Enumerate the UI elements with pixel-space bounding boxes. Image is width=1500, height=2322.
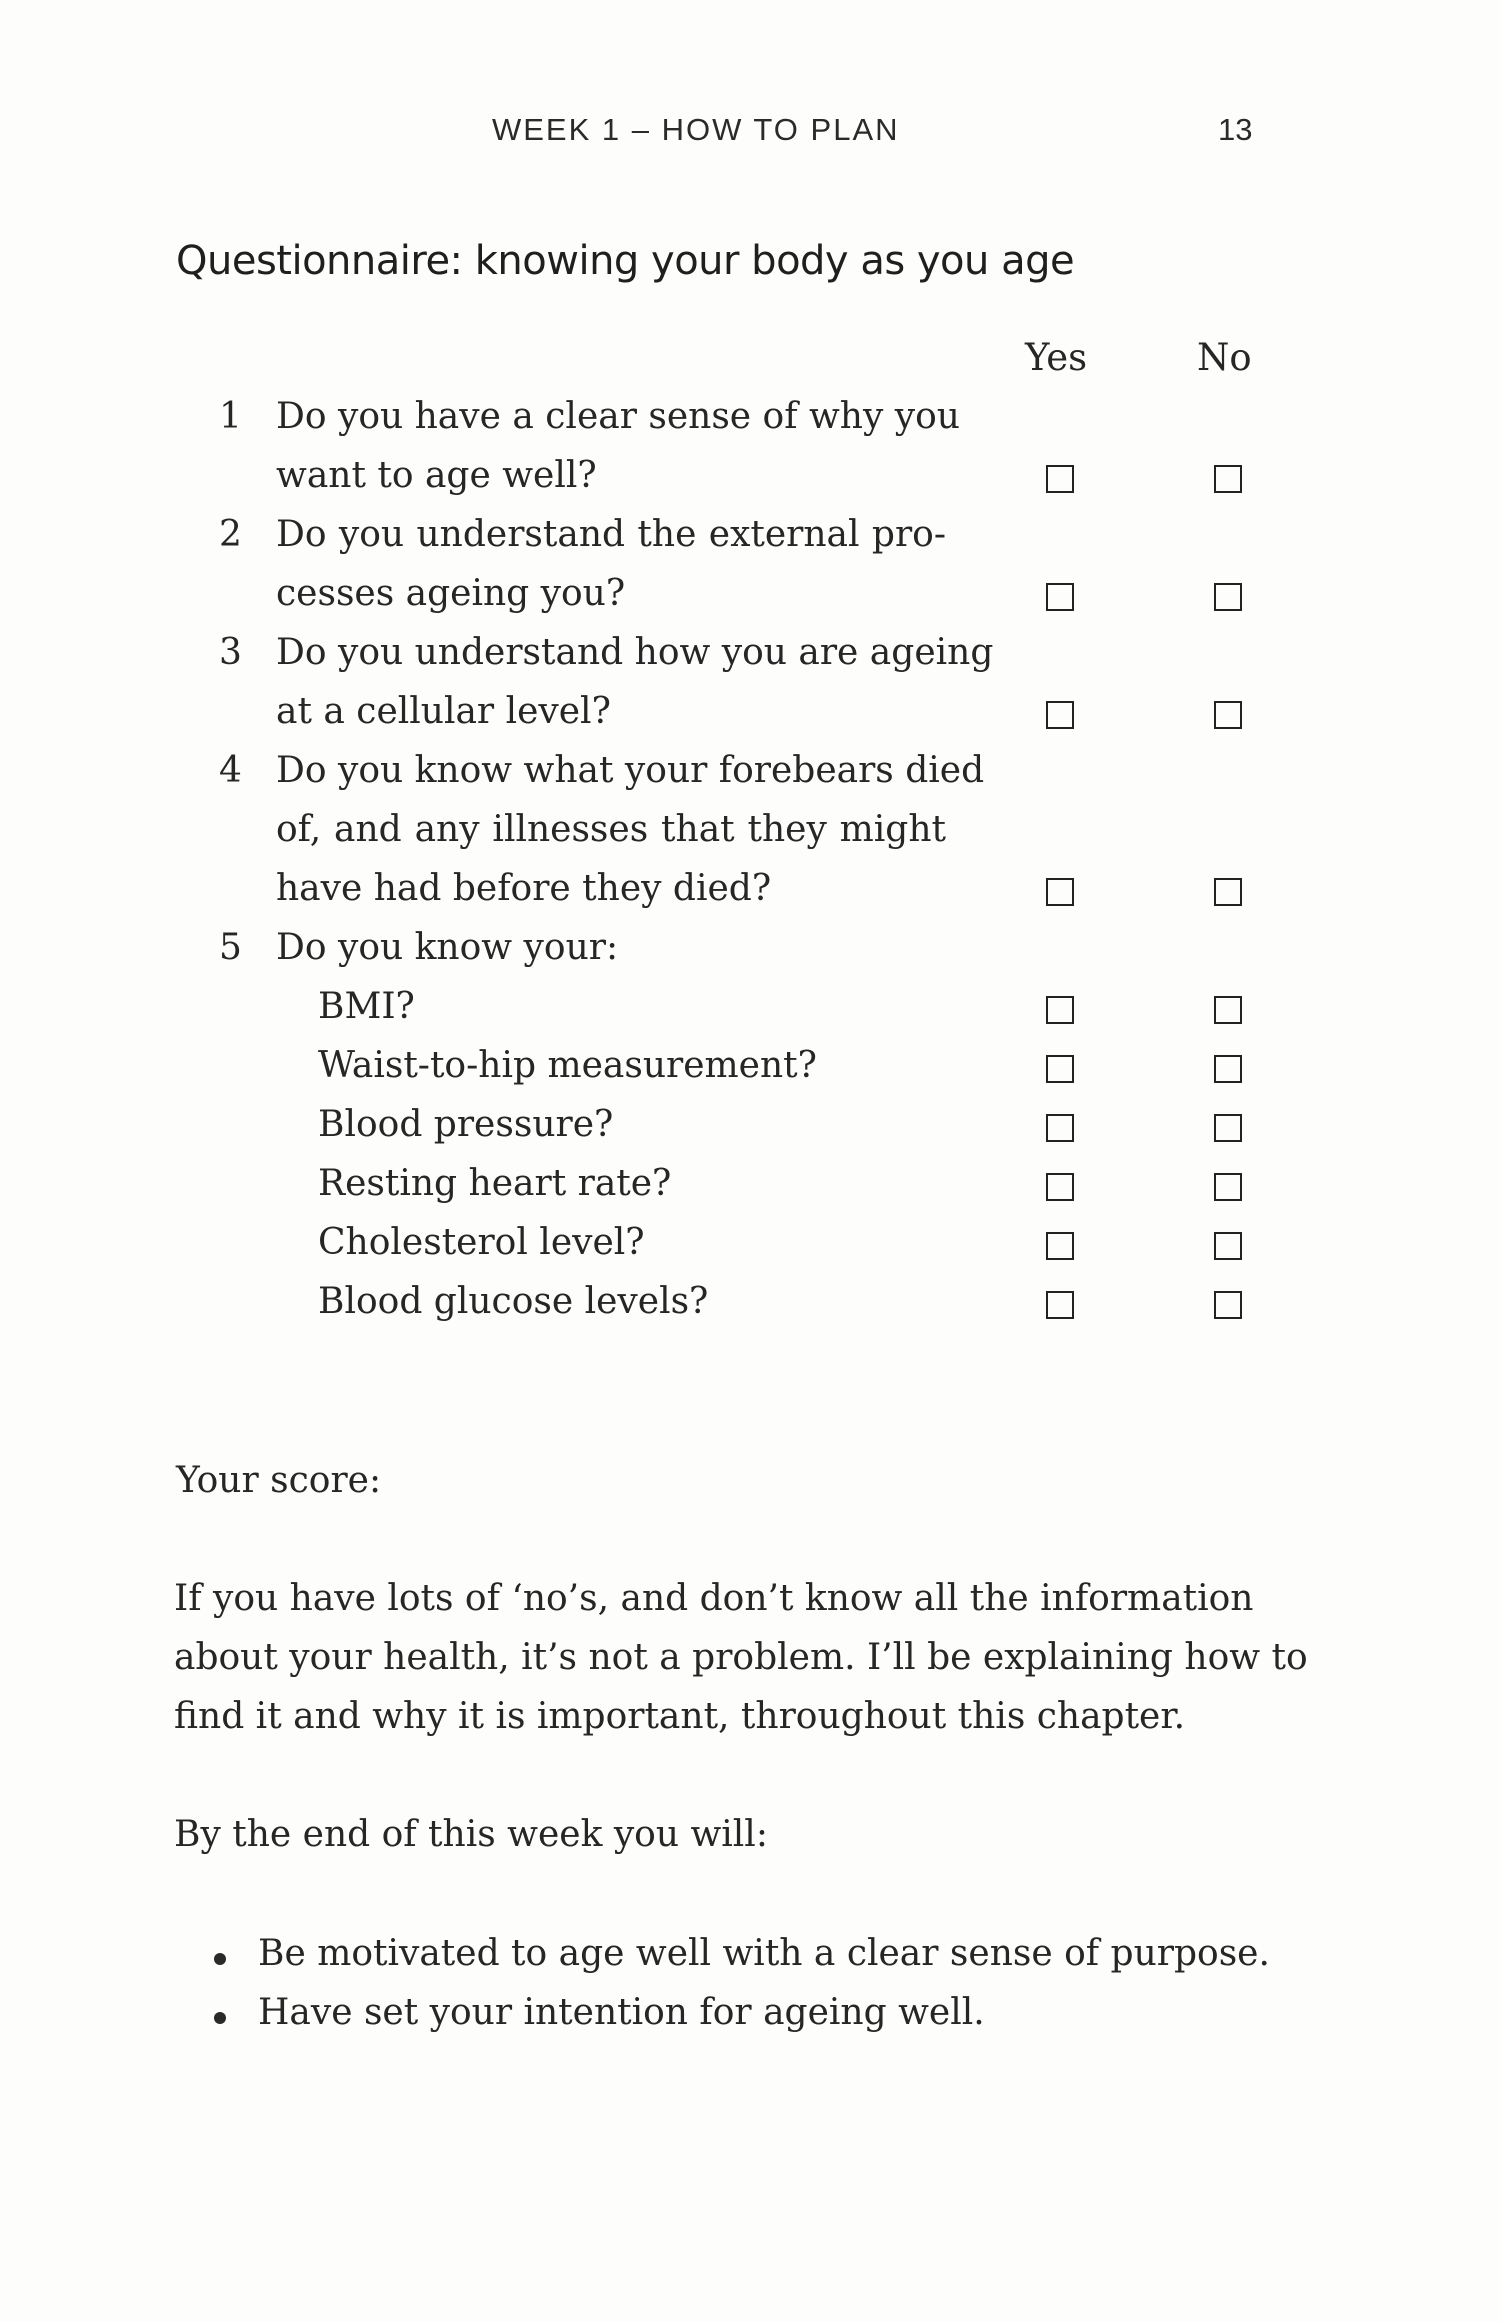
question-4-number: 4	[219, 750, 242, 791]
question-2-line-2: cesses ageing you?	[276, 573, 626, 614]
explanation-line-1: If you have lots of ‘no’s, and don’t know all the information	[174, 1578, 1254, 1619]
question-5-sub-waist-to-hip: Waist-to-hip measurement?	[318, 1045, 817, 1086]
column-header-no: No	[1197, 336, 1252, 379]
explanation-line-3: find it and why it is important, throughout this chapter.	[174, 1696, 1186, 1737]
question-2-no-checkbox[interactable]	[1214, 583, 1242, 611]
question-5-line-1: Do you know your:	[276, 927, 619, 968]
question-3-number: 3	[219, 632, 242, 673]
page-number: 13	[1218, 112, 1253, 147]
blood-pressure-no-checkbox[interactable]	[1214, 1114, 1242, 1142]
cholesterol-yes-checkbox[interactable]	[1046, 1232, 1074, 1260]
question-4-line-2: of, and any illnesses that they might	[276, 809, 946, 850]
bullet-icon	[214, 1953, 226, 1965]
score-label: Your score:	[176, 1460, 382, 1501]
question-4-line-1: Do you know what your forebears died	[276, 750, 985, 791]
question-1-number: 1	[219, 396, 242, 437]
question-3-line-1: Do you understand how you are ageing	[276, 632, 994, 673]
question-5-number: 5	[219, 927, 242, 968]
question-2-yes-checkbox[interactable]	[1046, 583, 1074, 611]
waist-to-hip-no-checkbox[interactable]	[1214, 1055, 1242, 1083]
question-5-sub-blood-pressure: Blood pressure?	[318, 1104, 614, 1145]
question-1-no-checkbox[interactable]	[1214, 465, 1242, 493]
blood-glucose-no-checkbox[interactable]	[1214, 1291, 1242, 1319]
waist-to-hip-yes-checkbox[interactable]	[1046, 1055, 1074, 1083]
resting-heart-rate-no-checkbox[interactable]	[1214, 1173, 1242, 1201]
column-header-yes: Yes	[1025, 336, 1088, 379]
question-2-line-1: Do you understand the external pro-	[276, 514, 946, 555]
goal-item-1: Be motivated to age well with a clear sense of purpose.	[258, 1933, 1270, 1974]
bullet-icon	[214, 2012, 226, 2024]
question-5-sub-cholesterol: Cholesterol level?	[318, 1222, 645, 1263]
question-3-no-checkbox[interactable]	[1214, 701, 1242, 729]
cholesterol-no-checkbox[interactable]	[1214, 1232, 1242, 1260]
question-4-no-checkbox[interactable]	[1214, 878, 1242, 906]
goals-intro: By the end of this week you will:	[174, 1814, 768, 1855]
running-head: WEEK 1 – HOW TO PLAN	[492, 112, 900, 147]
question-5-sub-blood-glucose: Blood glucose levels?	[318, 1281, 709, 1322]
bmi-yes-checkbox[interactable]	[1046, 996, 1074, 1024]
question-1-line-2: want to age well?	[276, 455, 597, 496]
question-5-sub-bmi: BMI?	[318, 986, 415, 1027]
question-4-yes-checkbox[interactable]	[1046, 878, 1074, 906]
blood-glucose-yes-checkbox[interactable]	[1046, 1291, 1074, 1319]
blood-pressure-yes-checkbox[interactable]	[1046, 1114, 1074, 1142]
question-5-sub-resting-heart-rate: Resting heart rate?	[318, 1163, 672, 1204]
question-3-yes-checkbox[interactable]	[1046, 701, 1074, 729]
question-3-line-2: at a cellular level?	[276, 691, 611, 732]
resting-heart-rate-yes-checkbox[interactable]	[1046, 1173, 1074, 1201]
question-4-line-3: have had before they died?	[276, 868, 772, 909]
questionnaire-title: Questionnaire: knowing your body as you age	[176, 238, 1075, 284]
bmi-no-checkbox[interactable]	[1214, 996, 1242, 1024]
goal-item-2: Have set your intention for ageing well.	[258, 1992, 985, 2033]
question-1-line-1: Do you have a clear sense of why you	[276, 396, 960, 437]
question-1-yes-checkbox[interactable]	[1046, 465, 1074, 493]
explanation-line-2: about your health, it’s not a problem. I’ll be explaining how to	[174, 1637, 1308, 1678]
question-2-number: 2	[219, 514, 242, 555]
